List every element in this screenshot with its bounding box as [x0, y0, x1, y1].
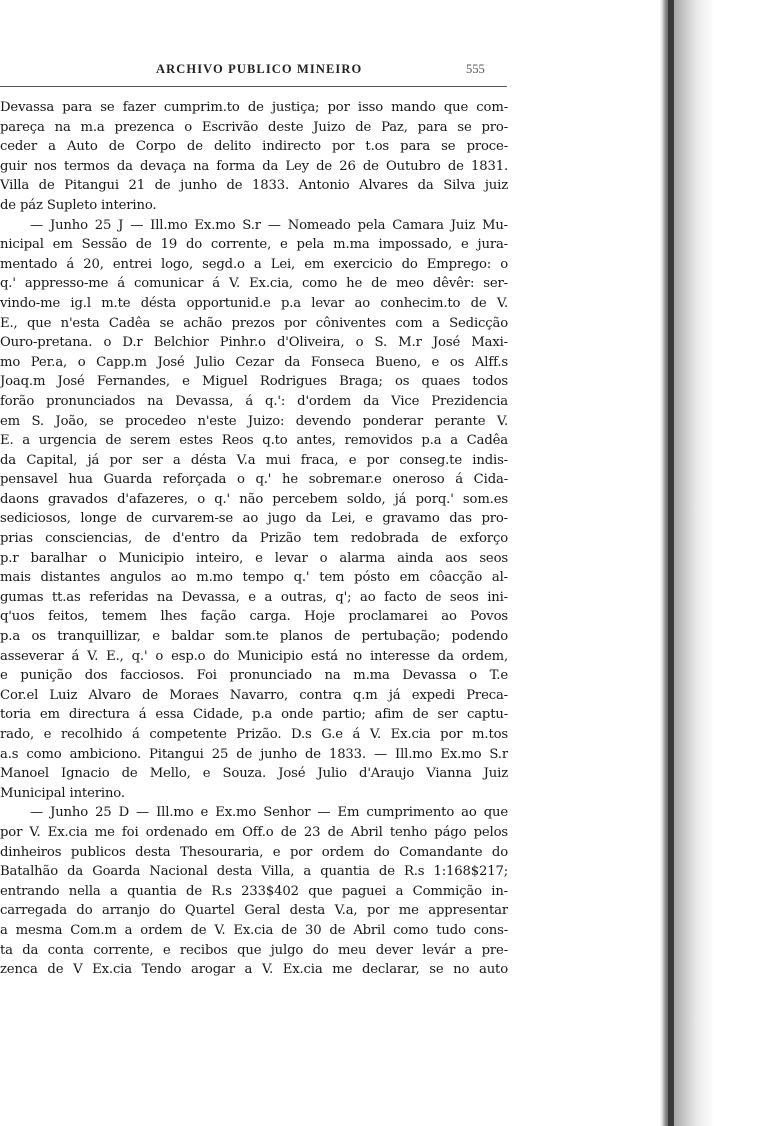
text-line: a.s como ambiciono. Pitangui 25 de junho de 1833. — Ill.mo Ex.mo S.r — [0, 746, 508, 762]
text-line: pareça na m.a prezenca o Escrivão deste Juizo de Paz, para se pro- — [0, 119, 508, 135]
text-line: em S. João, se procedeo n'este Juizo: devendo ponderar perante V. — [0, 413, 508, 429]
text-line: Municipal interino. — [0, 785, 125, 801]
text-line: de páz Supleto interino. — [0, 197, 157, 213]
text-line: rado, e recolhido á competente Prizão. D.s G.e á V. Ex.cia por m.tos — [0, 727, 508, 742]
text-line: p.a os tranquillizar, e baldar som.te planos de pertubação; podendo — [0, 629, 508, 645]
text-line: ceder a Auto de Corpo de delito indirecto por t.os para se proce- — [0, 139, 508, 155]
text-line: mais distantes angulos ao m.mo tempo q.' tem pósto em côacção al- — [0, 570, 508, 586]
text-line: E., que n'esta Cadêa se achão prezos por côniventes com a Sedicção — [0, 315, 508, 331]
text-line: Ouro-pretana. o D.r Belchior Pinhr.o d'Oliveira, o S. M.r José Maxi- — [0, 335, 508, 351]
text-line: — Junho 25 J — Ill.mo Ex.mo S.r — Nomeado pela Camara Juiz Mu- — [30, 217, 508, 233]
text-line: vindo-me ig.l m.te désta opportunid.e p.a levar ao conhecim.to de V. — [0, 295, 508, 311]
text-line: pensavel hua Guarda reforçada o q.' he sobremar.e oneroso á Cida- — [0, 472, 508, 488]
text-line: e punição dos facciosos. Foi pronunciado na m.ma Devassa o T.e — [0, 668, 508, 684]
body-text — [0, 98, 508, 980]
text-line: Manoel Ignacio de Mello, e Souza. José Julio d'Araujo Vianna Juiz — [0, 766, 508, 782]
text-line: entrando nella a quantia de R.s 233$402 que paguei a Commição in- — [0, 883, 508, 899]
text-line: Batalhão da Goarda Nacional desta Villa, a quantia de R.s 1:168$217; — [0, 864, 508, 880]
text-line: forão pronunciados na Devassa, á q.': d'ordem da Vice Prezidencia — [0, 393, 508, 409]
text-line: gumas tt.as referidas na Devassa, e a outras, q'; ao facto de seos ini- — [0, 589, 508, 605]
header-rule — [0, 86, 507, 87]
binding-shadow — [660, 0, 668, 1126]
text-line: q'uos feitos, temem lhes fação carga. Hoje proclamarei ao Povos — [0, 609, 508, 625]
page-header — [0, 62, 500, 82]
text-line: Villa de Pitangui 21 de junho de 1833. Antonio Alvares da Silva juiz — [0, 178, 508, 194]
text-line: Joaq.m José Fernandes, e Miguel Rodrigues Braga; os quaes todos — [0, 374, 508, 390]
text-line: asseverar á V. E., q.' o esp.o do Municipio está no interesse da ordem, — [0, 648, 508, 664]
binding-fade — [674, 0, 714, 1126]
text-line: mo Per.a, o Capp.m José Julio Cezar da Fonseca Bueno, e os Alff.s — [0, 354, 508, 370]
text-line: ta da conta corrente, e recibos que julgo do meu dever levár a pre- — [0, 942, 508, 958]
text-line: zenca de V Ex.cia Tendo arogar a V. Ex.cia me declarar, se no auto — [0, 962, 508, 978]
text-line: dinheiros publicos desta Thesouraria, e por ordem do Comandante do — [0, 844, 508, 860]
text-line: — Junho 25 D — Ill.mo e Ex.mo Senhor — Em cumprimento ao que — [30, 805, 508, 821]
running-title: ARCHIVO PUBLICO MINEIRO — [156, 62, 363, 76]
text-line: p.r baralhar o Municipio inteiro, e levar o alarma ainda aos seos — [0, 550, 508, 566]
text-line: toria em directura á essa Cidade, p.a onde partio; afim de ser captu- — [0, 707, 508, 723]
text-line: prias consciencias, de d'entro da Prizão tem redobrada de exforço — [0, 531, 508, 547]
text-line: guir nos termos da devaça na forma da Ley de 26 de Outubro de 1831. — [0, 158, 508, 174]
text-line: nicipal em Sessão de 19 do corrente, e pela m.ma impossado, e jura- — [0, 237, 508, 253]
text-line: por V. Ex.cia me foi ordenado em Off.o de 23 de Abril tenho págo pelos — [0, 824, 508, 840]
text-line: daons gravados d'afazeres, o q.' não percebem soldo, já porq.' som.es — [0, 491, 508, 507]
text-line: da Capital, já por ser a désta V.a mui fraca, e por conseg.te indis- — [0, 452, 508, 468]
text-line: mentado á 20, entrei logo, segd.o a Lei, em exercicio do Emprego: o — [0, 256, 508, 272]
text-line: Cor.el Luiz Alvaro de Moraes Navarro, contra q.m já expedi Preca- — [0, 687, 508, 703]
text-line: a mesma Com.m a ordem de V. Ex.cia de 30 de Abril como tudo cons- — [0, 922, 508, 938]
page-number: 555 — [466, 62, 485, 76]
text-line: sediciosos, longe de curvarem-se ao jugo da Lei, e gravamo das pro- — [0, 511, 508, 527]
text-line: E. a urgencia de serem estes Reos q.to antes, removidos p.a a Cadêa — [0, 433, 508, 449]
text-line: Devassa para se fazer cumprim.to de justiça; por isso mando que com- — [0, 100, 508, 115]
text-line: carregada do arranjo do Quartel Geral desta V.a, por me appresentar — [0, 903, 508, 919]
text-line: q.' appresso-me á comunicar á V. Ex.cia, como he de meo dêvêr: ser- — [0, 276, 508, 292]
